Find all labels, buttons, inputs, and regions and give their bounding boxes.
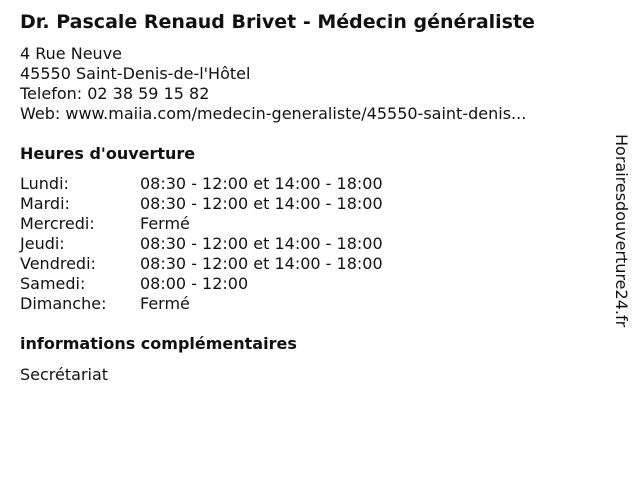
page-title: Dr. Pascale Renaud Brivet - Médecin généraliste [20,11,535,33]
additional-info-heading: informations complémentaires [20,334,297,353]
hours-row [20,234,383,254]
contact-block [20,44,526,124]
hours-value: 08:30 - 12:00 et 14:00 - 18:00 [140,234,383,253]
hours-row [20,194,383,214]
day-label: Mardi: [20,194,70,213]
opening-hours-table [20,174,383,314]
day-label: Mercredi: [20,214,95,233]
hours-row [20,294,383,314]
website-link[interactable]: Web: www.maiia.com/medecin-generaliste/45550-saint-denis... [20,104,527,123]
day-label: Dimanche: [20,294,107,313]
city-address: 45550 Saint-Denis-de-l'Hôtel [20,64,251,83]
hours-value: Fermé [140,294,190,313]
hours-value: Fermé [140,214,190,233]
phone-number: Telefon: 02 38 59 15 82 [20,84,210,103]
day-label: Samedi: [20,274,86,293]
hours-value: 08:00 - 12:00 [140,274,249,293]
day-label: Lundi: [20,174,69,193]
hours-row [20,214,383,234]
opening-hours-heading: Heures d'ouverture [20,144,196,163]
hours-row [20,274,383,294]
day-label: Jeudi: [20,234,65,253]
hours-row [20,254,383,274]
site-watermark: Horairesdouverture24.fr [612,134,631,328]
hours-value: 08:30 - 12:00 et 14:00 - 18:00 [140,194,383,213]
additional-info-text: Secrétariat [20,365,109,384]
hours-value: 08:30 - 12:00 et 14:00 - 18:00 [140,254,383,273]
day-label: Vendredi: [20,254,96,273]
hours-value: 08:30 - 12:00 et 14:00 - 18:00 [140,174,383,193]
street-address: 4 Rue Neuve [20,44,122,63]
hours-row [20,174,383,194]
